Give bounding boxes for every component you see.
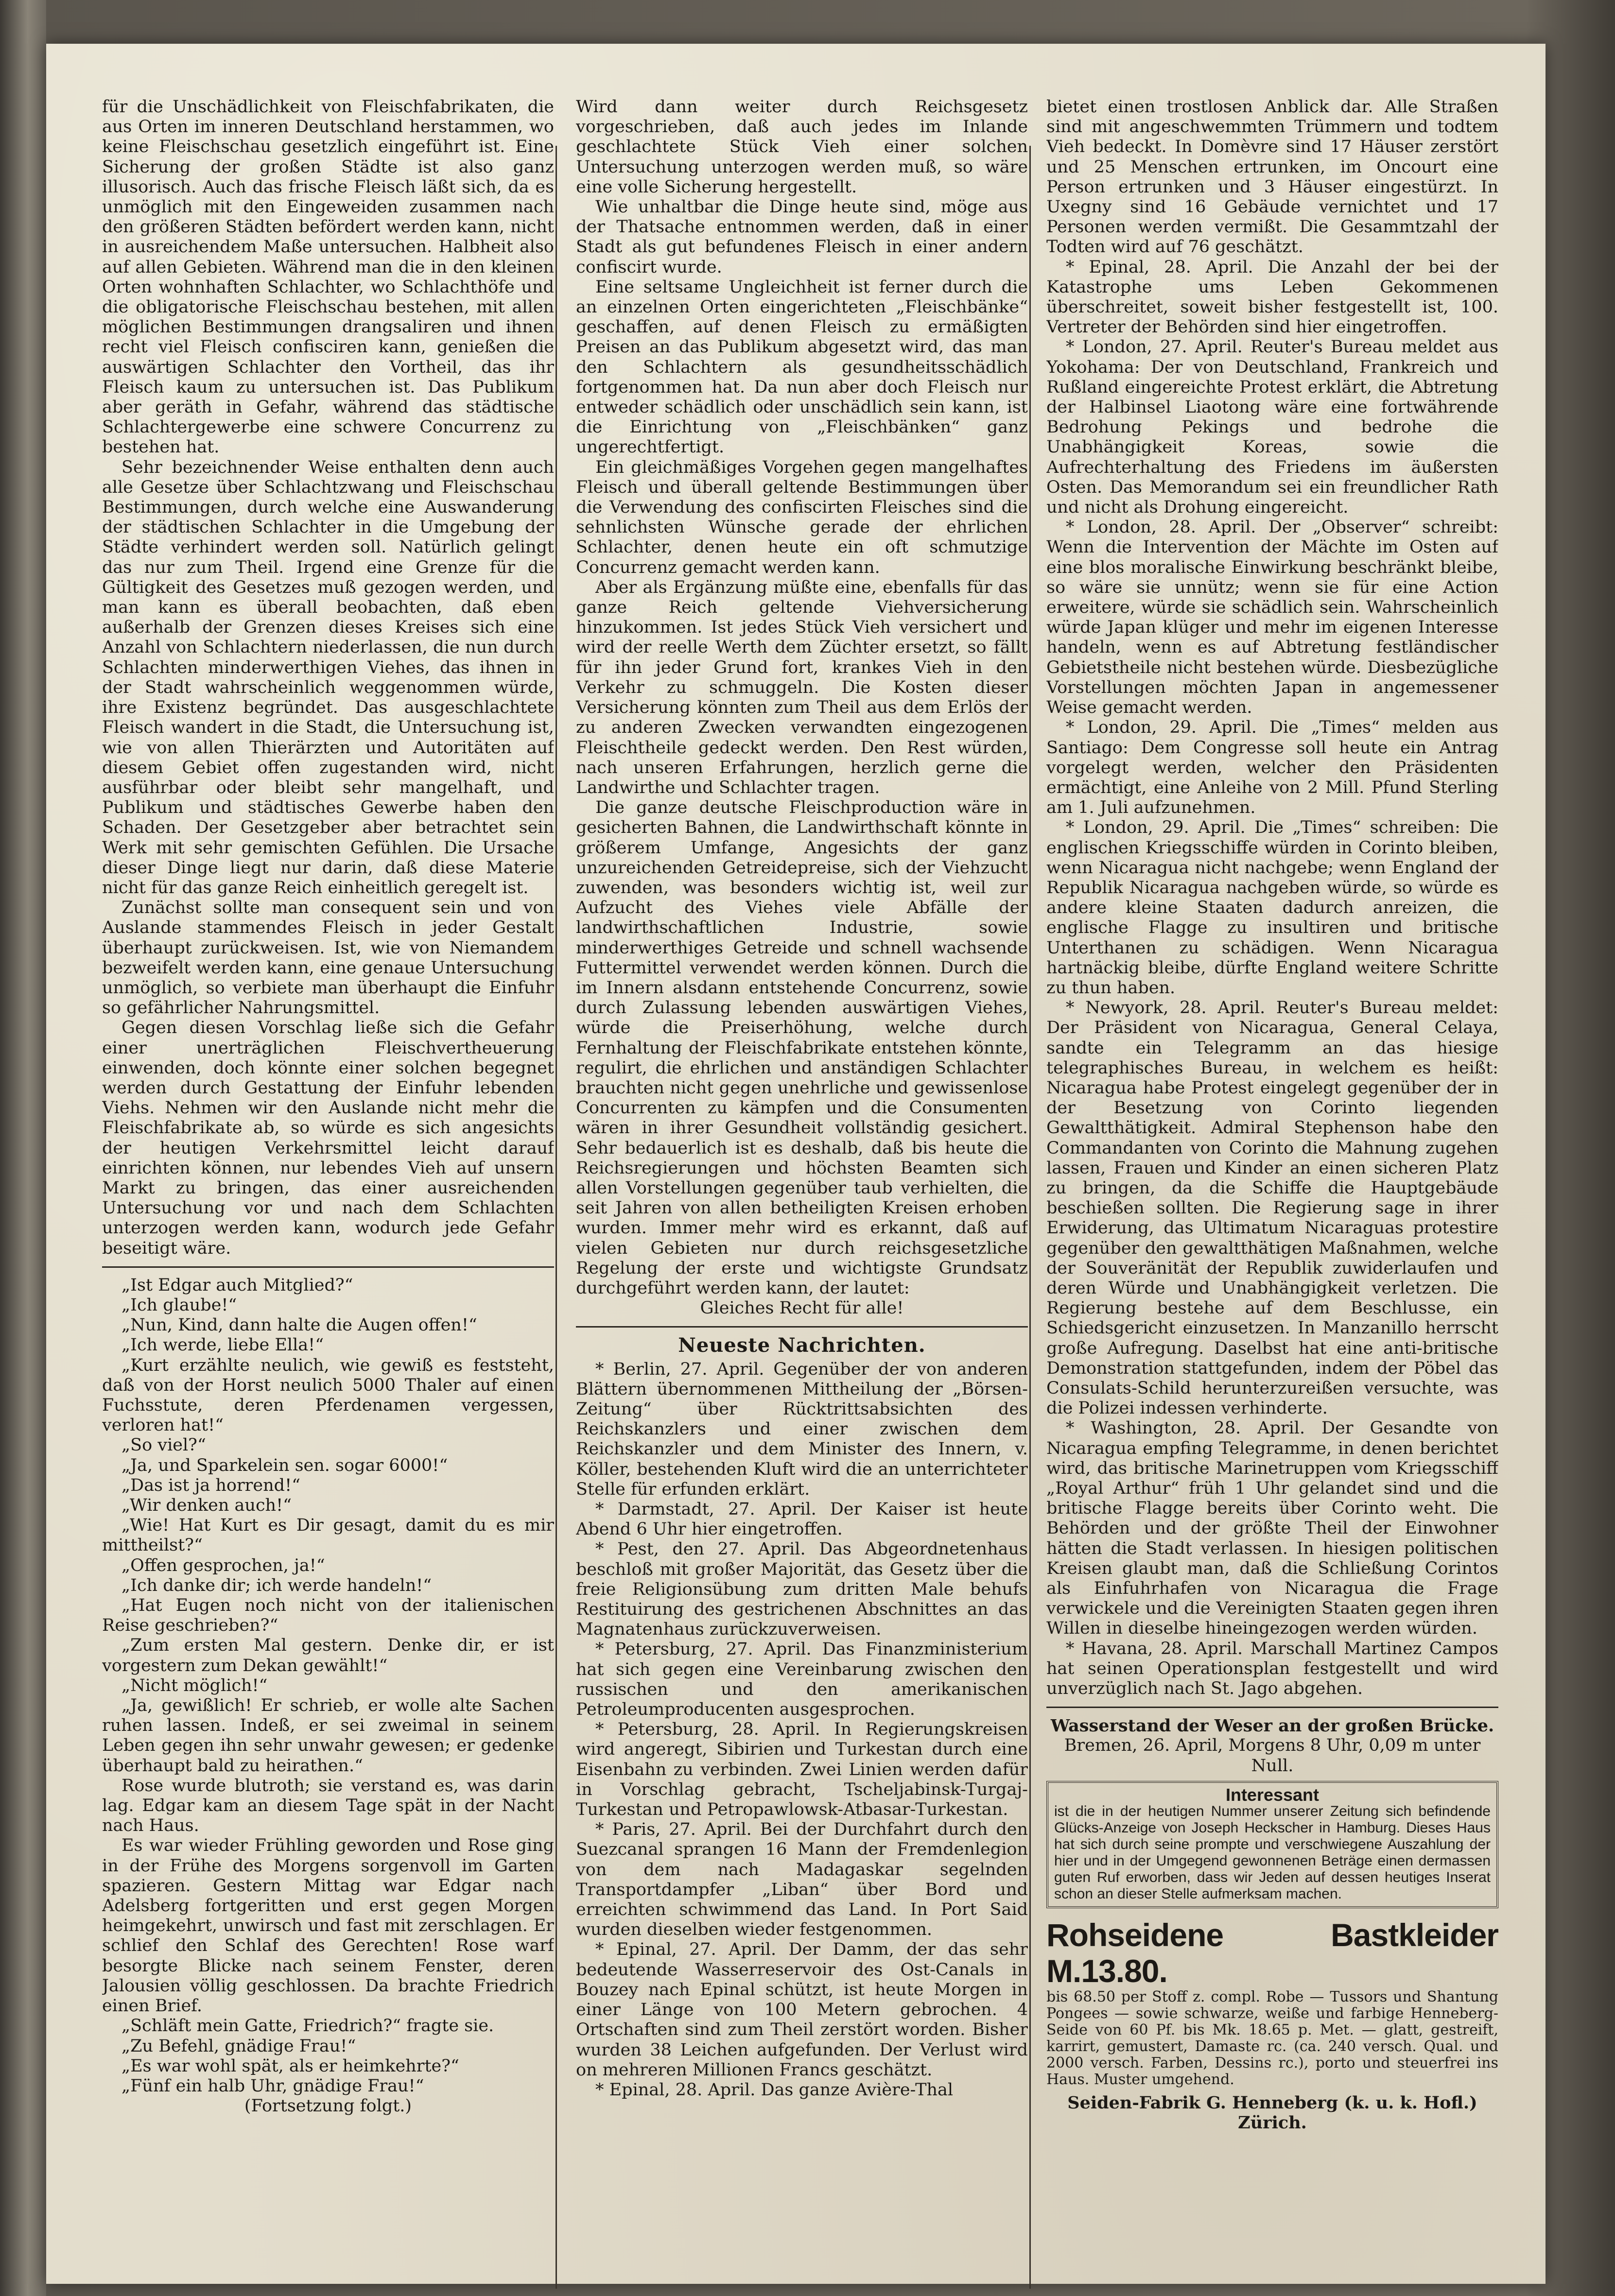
- silk-ad-title: Rohseidene Bastkleider M.13.80.: [1046, 1916, 1498, 1989]
- story-line: „Fünf ein halb Uhr, gnädige Frau!“: [122, 2076, 424, 2096]
- water-level-text: Bremen, 26. April, Morgens 8 Uhr, 0,09 m unter Null.: [1064, 1736, 1481, 1776]
- previous-page-edge: [0, 0, 46, 2296]
- story-line: „Es war wohl spät, als er heimkehrte?“: [122, 2056, 459, 2076]
- story-line: „Zum ersten Mal gestern. Denke dir, er ist vorgestern zum Dekan gewählt!“: [102, 1636, 554, 1675]
- column-3: [1046, 97, 1498, 2245]
- column-rule-2: [1029, 146, 1031, 2289]
- news-item: * Petersburg, 28. April. In Regierungskreisen wird angeregt, Sibirien und Turkestan durch eine Eisenbahn zu verbinden. Zwei Linien werden dafür in Vorschlag gebracht, Tscheljabinsk-Turgaj-Turkestan und Petropawlowsk-Atbasar-Turkestan.: [576, 1720, 1028, 1820]
- story-line: „Das ist ja horrend!“: [122, 1475, 301, 1495]
- news-item: * Newyork, 28. April. Reuter's Bureau meldet: Der Präsident von Nicaragua, General Celaya, sandte ein Telegramm an das hiesige telegraphisches Bureau, in welchem es heißt: Nicaragua habe Protest eingelegt gegenüber der in der Besetzung von Corinto liegenden Gewaltthätigkeit. Admiral Stephenson habe den Commandanten von Corinto die Mahnung zugehen lassen, Frauen und Kinder an einen sicheren Platz zu bringen, da die Schiffe die Hauptgebäude beschießen sollten. Die Regierung sage in ihrer Erwiderung, das Ultimatum Nicaraguas protestire gegenüber den gewaltthätigen Maßnahmen, welche der Souveränität der Republik zuwiderlaufen und deren Würde und Unabhängigkeit verletzen. Die Regierung bestehe auf dem Beschlusse, ein Schiedsgericht einzusetzen. In Manzanillo herrscht große Aufregung. Daselbst hat eine anti-britische Demonstration stattgefunden, indem der Pöbel das Consulats-Schild herunterzureißen versuchte, was die Polizei indessen verhinderte.: [1046, 998, 1498, 1418]
- water-level-heading: Wasserstand der Weser an der großen Brücke.: [1050, 1716, 1494, 1736]
- article-paragraph: Sehr bezeichnender Weise enthalten denn auch alle Gesetze über Schlachtzwang und Fleischschau Bestimmungen, durch welche eine Auswanderung der städtischen Schlachter in die Umgebung der Städte verhindert werden soll. Natürlich gelingt das nur zum Theil. Irgend eine Grenze für die Gültigkeit des Gesetzes muß gezogen werden, und man kann es überall beobachten, daß eben außerhalb der Grenzen dieses Kreises sich eine Anzahl von Schlachtern niederlassen, die nun durch Schlachten minderwerthigen Viehes, das ihnen in der Stadt wahrscheinlich weggenommen würde, ihre Existenz begründet. Das ausgeschlachtete Fleisch wandert in die Stadt, die Untersuchung ist, wie von allen Thierärzten und Autoritäten auf diesem Gebiet offen zugestanden wird, nicht ausführbar oder bleibt sehr mangelhaft, und Publikum und städtisches Gewerbe haben den Schaden. Der Gesetzgeber aber betrachtet sein Werk mit sehr gemischten Gefühlen. Die Ursache dieser Dinge liegt nur darin, daß diese Materie nicht für das ganze Reich einheitlich geregelt ist.: [102, 457, 554, 898]
- news-item: * Pest, den 27. April. Das Abgeordnetenhaus beschloß mit großer Majorität, das Gesetz über die freie Religionsübung zum dritten Male behufs Restituirung des gestrichenen Abschnittes an das Magnatenhaus zurückzuverweisen.: [576, 1539, 1028, 1640]
- column-2: [576, 97, 1028, 2245]
- section-heading: Neueste Nachrichten.: [678, 1334, 926, 1357]
- story-line: „Ja, gewißlich! Er schrieb, er wolle alte Sachen ruhen lassen. Indeß, er sei zweimal in seinem Leben gegen ihn sehr unwahr gewesen; er gedenke überhaupt bald zu heirathen.“: [102, 1696, 554, 1776]
- story-line: Es war wieder Frühling geworden und Rose ging in der Frühe des Morgens sorgenvoll im Garten spazieren. Gestern Mittag war Edgar nach Adelsberg fortgeritten und erst gegen Morgen heimgekehrt, unwirsch und fast mit zerschlagen. Er schlief den Schlaf des Gerechten! Rose warf besorgte Blicke nach seinem Fenster, deren Jalousien völlig geschlossen. Da brachte Friedrich einen Brief.: [102, 1836, 554, 2016]
- silk-ad-text: bis 68.50 per Stoff z. compl. Robe — Tussors und Shantung Pongees — sowie schwarze, weiße und farbige Henneberg-Seide von 60 Pf. bis Mk. 18.65 p. Met. — glatt, gestreift, karrirt, gemustert, Damaste rc. (ca. 240 versch. Qual. und 2000 versch. Farben, Dessins rc.), porto und steuerfrei ins Haus. Muster umgehend.: [1046, 1988, 1498, 2088]
- news-item: * London, 28. April. Der „Observer“ schreibt: Wenn die Intervention der Mächte im Osten auf eine blos moralische Einwirkung beschränkt bleibe, so wäre sie unnütz; wenn sie für eine Action erweitere, würde sie schädlich sein. Wahrscheinlich würde Japan klüger und mehr im eigenen Interesse handeln, wenn es auf Abtretung festländischer Gebietstheile nicht bestehen würde. Diesbezügliche Vorstellungen möchten Japan in angemessener Weise gemacht werden.: [1046, 518, 1498, 718]
- news-item: * London, 29. April. Die „Times“ schreiben: Die englischen Kriegsschiffe würden in Corinto bleiben, wenn Nicaragua nicht nachgebe; wenn England der Republik Nicaragua nachgeben würde, so würde es andere kleine Staaten dadurch anreizen, die englische Flagge zu insultiren und britische Unterthanen zu schädigen. Wenn Nicaragua hartnäckig bleibe, dürfte England weitere Schritte zu thun haben.: [1046, 818, 1498, 998]
- article-paragraph: Eine seltsame Ungleichheit ist ferner durch die an einzelnen Orten eingerichteten „Fleischbänke“ geschaffen, auf denen Fleisch zu ermäßigten Preisen an das Publikum abgesetzt wird, das man den Schlachtern als gesundheitsschädlich fortgenommen hat. Da nun aber doch Fleisch nur entweder schädlich oder unschädlich sein kann, ist die Einrichtung von „Fleischbänken“ ganz ungerechtfertigt.: [576, 277, 1028, 457]
- article-paragraph: Die ganze deutsche Fleischproduction wäre in gesicherten Bahnen, die Landwirthschaft könnte in größerem Umfange, Angesichts der ganz unzureichenden Getreidepreise, sich der Viehzucht zuwenden, was besonders wichtig ist, weil zur Aufzucht des Viehes viele Abfälle der landwirthschaftlichen Industrie, sowie minderwerthiges Getreide und schnell wachsende Futtermittel verwendet werden können. Durch die im Innern alsdann entstehende Concurrenz, sowie durch Zulassung lebenden auswärtigen Viehes, würde die Preiserhöhung, welche durch Fernhaltung der Fleischfabrikate entstehen könnte, regulirt, die ehrlichen und anständigen Schlachter brauchten nicht gegen unehrliche und gewissenlose Concurrenten zu kämpfen und die Consumenten wären in ihrer Gesundheit vollständig gesichert. Sehr bedauerlich ist es deshalb, daß bis heute die Reichsregierungen und höchsten Beamten sich allen Vorstellungen gegenüber taub verhielten, die seit Jahren von allen betheiligten Kreisen erhoben wurden. Immer mehr wird es erkannt, daß auf vielen Gebieten nur durch reichsgesetzliche Regelung der erste und wichtigste Grundsatz durchgeführt werden kann, der lautet:: [576, 798, 1028, 1298]
- article-paragraph: Zunächst sollte man consequent sein und von Auslande stammendes Fleisch in jeder Gestalt überhaupt zurückweisen. Ist, wie von Niemandem bezweifelt werden kann, eine genaue Untersuchung unmöglich, so verbiete man überhaupt die Einfuhr so gefährlicher Nahrungsmittel.: [102, 898, 554, 1018]
- advertisement-box: [1046, 1781, 1498, 1908]
- article-paragraph: Aber als Ergänzung müßte eine, ebenfalls für das ganze Reich geltende Viehversicherung hinzukommen. Ist jedes Stück Vieh versichert und wird der reelle Werth dem Züchter ersetzt, so fällt für ihn jeder Grund fort, krankes Vieh in den Verkehr zu schmuggeln. Die Kosten dieser Versicherung könnten zum Theil aus dem Erlös der zu anderen Zwecken verwandten eingezogenen Fleischtheile gedeckt werden. Den Rest würden, nach unseren Erfahrungen, herzlich gerne die Landwirthe und Schlachter tragen.: [576, 577, 1028, 797]
- news-item: * Epinal, 27. April. Der Damm, der das sehr bedeutende Wasserreservoir des Ost-Canals in Bouzey nach Epinal schützt, ist heute Morgen in einer Länge von 100 Metern gebrochen. 4 Ortschaften sind zum Theil zerstört worden. Bisher wurden 38 Leichen aufgefunden. Der Verlust wird on mehreren Millionen Francs geschätzt.: [576, 1940, 1028, 2080]
- news-item: * Darmstadt, 27. April. Der Kaiser ist heute Abend 6 Uhr hier eingetroffen.: [576, 1500, 1028, 1539]
- story-line: „Ich danke dir; ich werde handeln!“: [122, 1575, 432, 1595]
- news-item: * Paris, 27. April. Bei der Durchfahrt durch den Suezcanal sprangen 16 Mann der Fremdenlegion von dem nach Madagaskar segelnden Transportdampfer „Liban“ über Bord und erreichten schwimmend das Land. In Port Said wurden dieselben wieder festgenommen.: [576, 1820, 1028, 1940]
- story-line: „Wir denken auch!“: [122, 1496, 292, 1516]
- silk-ad-signature: Seiden-Fabrik G. Henneberg (k. u. k. Hofl.) Zürich.: [1067, 2092, 1477, 2133]
- story-line: „Ja, und Sparkelein sen. sogar 6000!“: [122, 1455, 448, 1475]
- story-line: „Ist Edgar auch Mitglied?“: [122, 1275, 353, 1295]
- continued-note: (Fortsetzung folgt.): [244, 2096, 412, 2116]
- story-line: „Nun, Kind, dann halte die Augen offen!“: [122, 1315, 477, 1335]
- news-item: * Berlin, 27. April. Gegenüber der von anderen Blättern übernommenen Mittheilung der „Börsen-Zeitung“ über Rücktrittsabsichten des Reichskanzlers und einer zwischen dem Reichskanzler und dem Minister des Innern, v. Köller, bestehenden Kluft wird die an unterrichteter Stelle für erfunden erklärt.: [576, 1359, 1028, 1499]
- story-line: Rose wurde blutroth; sie verstand es, was darin lag. Edgar kam an diesem Tage spät in der Nacht nach Haus.: [102, 1776, 554, 1836]
- news-item: * Petersburg, 27. April. Das Finanzministerium hat sich gegen eine Vereinbarung zwischen den russischen und den amerikanischen Petroleumproducenten ausgesprochen.: [576, 1640, 1028, 1720]
- article-paragraph: Ein gleichmäßiges Vorgehen gegen mangelhaftes Fleisch und überall geltende Bestimmungen über die Verwendung des confiscirten Fleisches sind die sehnlichsten Wünsche gerade der ehrlichen Schlachter, denen heute ein oft schmutzige Concurrenz gemacht werden kann.: [576, 457, 1028, 577]
- news-item: * Havana, 28. April. Marschall Martinez Campos hat seinen Operationsplan festgestellt und wird unverzüglich nach St. Jago abgehen.: [1046, 1639, 1498, 1699]
- column-1: [102, 97, 554, 2245]
- story-line: „Zu Befehl, gnädige Frau!“: [122, 2036, 356, 2056]
- section-divider: [576, 1326, 1028, 1328]
- article-paragraph: Wird dann weiter durch Reichsgesetz vorgeschrieben, daß auch jedes im Inlande geschlachtete Stück Vieh einer solchen Untersuchung unterzogen werden muß, so wäre eine volle Sicherung hergestellt.: [576, 97, 1028, 197]
- section-divider: [1046, 1707, 1498, 1708]
- news-item: * Epinal, 28. April. Die Anzahl der bei der Katastrophe ums Leben Gekommenen überschreitet, soweit bisher festgestellt ist, 100. Vertreter der Behörden sind hier eingetroffen.: [1046, 257, 1498, 337]
- story-line: „Ich glaube!“: [122, 1295, 237, 1315]
- story-line: „So viel?“: [122, 1435, 206, 1455]
- story-line: „Schläft mein Gatte, Friedrich?“ fragte sie.: [122, 2016, 494, 2036]
- story-line: „Hat Eugen noch nicht von der italienischen Reise geschrieben?“: [102, 1596, 554, 1636]
- column-rule-1: [556, 146, 557, 2289]
- article-paragraph: Gegen diesen Vorschlag ließe sich die Gefahr einer unerträglichen Fleischvertheuerung einwenden, doch könnte einer solchen begegnet werden durch Gestattung der Einfuhr lebenden Viehs. Nehmen wir den Auslande nicht mehr die Fleischfabrikate ab, so würde es sich angesichts der heutigen Verkehrsmittel leicht darauf einrichten können, nur lebendes Vieh auf unsern Markt zu bringen, das einer ausreichenden Untersuchung vor und nach dem Schlachten unterzogen werden kann, wodurch jede Gefahr beseitigt wäre.: [102, 1018, 554, 1258]
- newspaper-page: [46, 44, 1546, 2284]
- news-item: * Epinal, 28. April. Das ganze Avière-Thal: [595, 2080, 954, 2100]
- story-line: „Kurt erzählte neulich, wie gewiß es feststeht, daß von der Horst neulich 5000 Thaler auf einen Fuchsstute, deren Pferdenamen vergessen, verloren hat!“: [102, 1355, 554, 1435]
- article-paragraph: Wie unhaltbar die Dinge heute sind, möge aus der Thatsache entnommen werden, daß in einer Stadt als gut befundenes Fleisch in einer andern confiscirt wurde.: [576, 197, 1028, 277]
- section-divider: [102, 1266, 554, 1268]
- article-paragraph: für die Unschädlichkeit von Fleischfabrikaten, die aus Orten im inneren Deutschland herstammen, wo keine Fleischschau gesetzlich eingeführt ist. Eine Sicherung der großen Städte ist also ganz illusorisch. Auch das frische Fleisch läßt sich, da es unmöglich mit den Eingeweiden zusammen nach den größeren Städten befördert werden kann, nicht in ausreichendem Maße untersuchen. Halbheit also auf allen Gebieten. Während man die in den kleinen Orten wohnhaften Schlachter, wo Schlachthöfe und die obligatorische Fleischschau bestehen, mit allen möglichen Bestimmungen drangsaliren und ihnen recht viel Fleisch confisciren kann, genießen die auswärtigen Schlachter den Vortheil, das ihr Fleisch kaum zu untersuchen ist. Das Publikum aber geräth in Gefahr, während das städtische Schlachtergewerbe eine schwere Concurrenz zu bestehen hat.: [102, 97, 554, 457]
- serial-story: [102, 1276, 554, 2117]
- story-line: „Offen gesprochen, ja!“: [122, 1555, 325, 1575]
- news-item: bietet einen trostlosen Anblick dar. Alle Straßen sind mit angeschwemmten Trümmern und todtem Vieh bedeckt. In Domèvre sind 17 Häuser zerstört und 25 Menschen ertrunken, im Oncourt eine Person ertrunken und 3 Häuser eingestürzt. In Uxegny sind 16 Gebäude vernichtet und 17 Personen werden vermißt. Die Gesammtzahl der Todten wird auf 76 geschätzt.: [1046, 97, 1498, 257]
- motto: Gleiches Recht für alle!: [700, 1298, 904, 1318]
- news-item: * London, 29. April. Die „Times“ melden aus Santiago: Dem Congresse soll heute ein Antrag vorgelegt werden, welcher den Präsidenten ermächtigt, eine Anleihe von 2 Mill. Pfund Sterling am 1. Juli aufzunehmen.: [1046, 718, 1498, 818]
- news-item: * Washington, 28. April. Der Gesandte von Nicaragua empfing Telegramme, in denen berichtet wird, das britische Marinetruppen vom Kriegsschiff „Royal Arthur“ früh 1 Uhr gelandet sind und die britische Flagge bereits über Corinto weht. Die Behörden und der größte Theil der Einwohner hätten die Stadt verlassen. In hiesigen politischen Kreisen glaubt man, daß die Schließung Corintos als Einfuhrhafen von Nicaragua die Frage verwickele und die Vereinigten Staaten gegen ihren Willen in dieselbe hineingezogen werden würden.: [1046, 1418, 1498, 1639]
- story-line: „Nicht möglich!“: [122, 1675, 268, 1695]
- ad-title: Interessant: [1225, 1784, 1320, 1805]
- ad-text: ist die in der heutigen Nummer unserer Zeitung sich befindende Glücks-Anzeige von Joseph Heckscher in Hamburg. Dieses Haus hat sich durch seine prompte und verschwiegene Auszahlung der hier und in der Umgegend gewonnenen Beträge einen dermassen guten Ruf erworben, dass wir Jeden auf dessen heutiges Inserat schon an dieser Stelle aufmerksam machen.: [1054, 1803, 1491, 1902]
- story-line: „Ich werde, liebe Ella!“: [122, 1335, 324, 1355]
- story-line: „Wie! Hat Kurt es Dir gesagt, damit du es mir mittheilst?“: [102, 1516, 554, 1555]
- news-item: * London, 27. April. Reuter's Bureau meldet aus Yokohama: Der von Deutschland, Frankreich und Rußland eingereichte Protest erklärt, die Abtretung der Halbinsel Liaotong wäre eine fortwährende Bedrohung Pekings und bedrohe die Unabhängigkeit Koreas, sowie die Aufrechterhaltung des Friedens im äußersten Osten. Das Memorandum sei ein freundlicher Rath und nicht als Drohung eingereicht.: [1046, 337, 1498, 518]
